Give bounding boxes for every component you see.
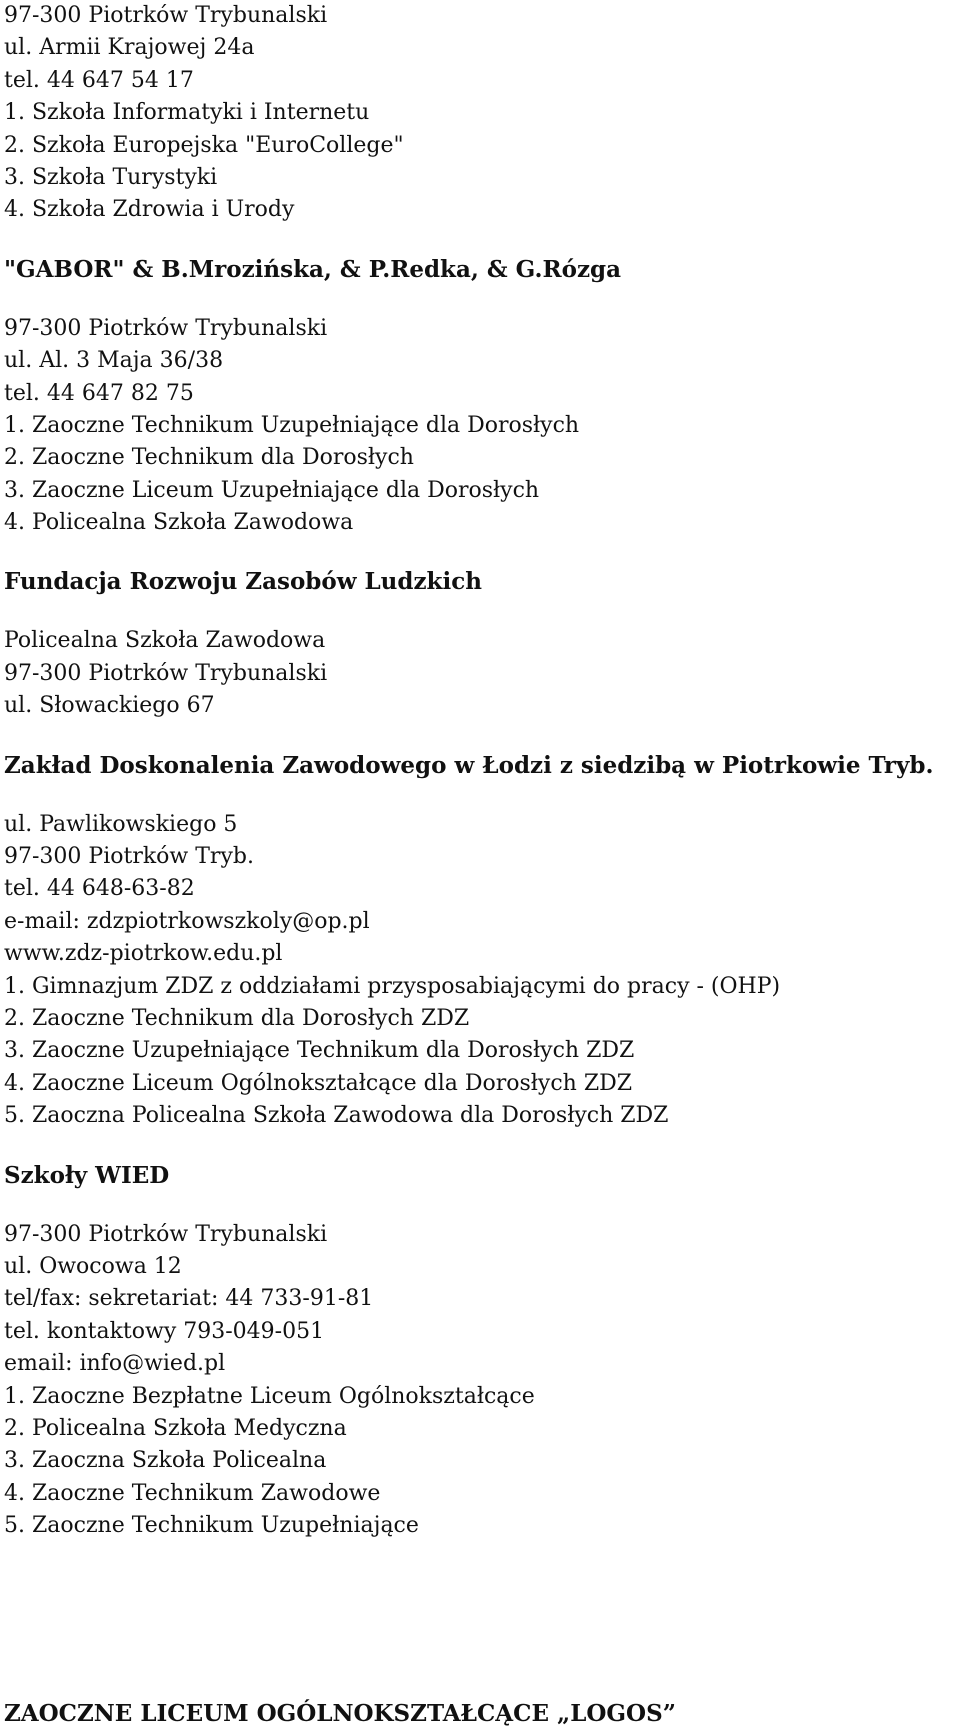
- address-city: 97-300 Piotrków Trybunalski: [4, 660, 328, 686]
- list-item: 2. Zaoczne Technikum dla Dorosłych ZDZ: [4, 1005, 470, 1031]
- section-fundacja: [4, 566, 954, 722]
- list-item: 4. Zaoczne Technikum Zawodowe: [4, 1480, 381, 1506]
- street-address: ul. Al. 3 Maja 36/38: [4, 348, 224, 374]
- email-address: e-mail: zdzpiotrkowszkoly@op.pl: [4, 908, 370, 934]
- section-gabor: [4, 254, 954, 540]
- list-item: 3. Szkoła Turystyki: [4, 164, 218, 190]
- section-zdz: [4, 750, 954, 1133]
- website-address: www.zdz-piotrkow.edu.pl: [4, 941, 283, 967]
- phone-number: tel. 44 648-63-82: [4, 876, 195, 902]
- address-city: 97-300 Piotrków Trybunalski: [4, 3, 328, 28]
- list-item: 4. Policealna Szkoła Zawodowa: [4, 510, 354, 536]
- document-page: [4, 0, 954, 1542]
- phone-fax: tel/fax: sekretariat: 44 733-91-81: [4, 1286, 374, 1312]
- email-address: email: info@wied.pl: [4, 1351, 226, 1377]
- street-address: ul. Owocowa 12: [4, 1253, 182, 1279]
- list-item: 3. Zaoczna Szkoła Policealna: [4, 1448, 327, 1474]
- address-city: 97-300 Piotrków Trybunalski: [4, 1221, 328, 1247]
- list-item: 1. Gimnazjum ZDZ z oddziałami przysposabiającymi do pracy - (OHP): [4, 973, 781, 999]
- list-item: 1. Szkoła Informatyki i Internetu: [4, 100, 370, 126]
- list-item: 2. Policealna Szkoła Medyczna: [4, 1415, 347, 1441]
- phone-number: tel. 44 647 82 75: [4, 380, 194, 406]
- phone-contact: tel. kontaktowy 793-049-051: [4, 1318, 325, 1344]
- list-item: 5. Zaoczne Technikum Uzupełniające: [4, 1513, 419, 1539]
- section-heading-logos: ZAOCZNE LICEUM OGÓLNOKSZTAŁCĄCE „LOGOS”: [4, 1700, 676, 1727]
- section-wied: [4, 1160, 954, 1543]
- street-address: ul. Pawlikowskiego 5: [4, 811, 238, 837]
- address-city: 97-300 Piotrków Tryb.: [4, 844, 254, 870]
- list-item: 5. Zaoczna Policealna Szkoła Zawodowa dla Dorosłych ZDZ: [4, 1103, 669, 1129]
- list-item: 1. Zaoczne Bezpłatne Liceum Ogólnokształcące: [4, 1383, 535, 1409]
- section-top: [4, 0, 954, 227]
- street-address: ul. Słowackiego 67: [4, 693, 215, 719]
- list-item: 3. Zaoczne Uzupełniające Technikum dla Dorosłych ZDZ: [4, 1038, 635, 1064]
- address-city: 97-300 Piotrków Trybunalski: [4, 315, 328, 341]
- street-address: ul. Armii Krajowej 24a: [4, 35, 255, 61]
- section-heading: Zakład Doskonalenia Zawodowego w Łodzi z siedzibą w Piotrkowie Tryb.: [4, 751, 934, 779]
- list-item: 1. Zaoczne Technikum Uzupełniające dla Dorosłych: [4, 412, 580, 438]
- list-item: 3. Zaoczne Liceum Uzupełniające dla Dorosłych: [4, 477, 540, 503]
- school-name: Policealna Szkoła Zawodowa: [4, 628, 326, 654]
- list-item: 2. Zaoczne Technikum dla Dorosłych: [4, 445, 414, 471]
- list-item: 4. Szkoła Zdrowia i Urody: [4, 197, 295, 223]
- section-heading: Fundacja Rozwoju Zasobów Ludzkich: [4, 568, 482, 596]
- list-item: 4. Zaoczne Liceum Ogólnokształcące dla Dorosłych ZDZ: [4, 1070, 633, 1096]
- phone-number: tel. 44 647 54 17: [4, 67, 194, 93]
- list-item: 2. Szkoła Europejska "EuroCollege": [4, 132, 404, 158]
- section-heading: Szkoły WIED: [4, 1161, 170, 1189]
- section-heading: "GABOR" & B.Mrozińska, & P.Redka, & G.Rózga: [4, 255, 621, 283]
